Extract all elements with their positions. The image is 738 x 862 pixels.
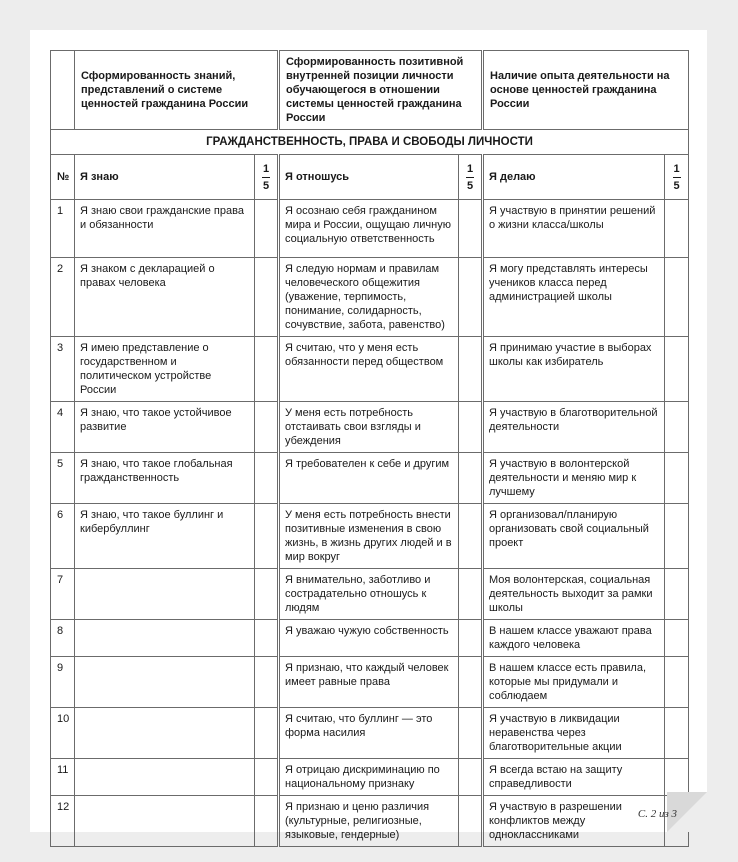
- section-title: ГРАЖДАНСТВЕННОСТЬ, ПРАВА И СВОБОДЫ ЛИЧНОСТИ: [51, 130, 689, 155]
- document-page: [30, 30, 707, 841]
- column-header-row: [51, 155, 689, 200]
- relate-cell: У меня есть потребность отстаивать свои взгляды и убеждения: [279, 402, 459, 453]
- know-header: Я знаю: [75, 155, 255, 200]
- relate-score-cell[interactable]: [459, 453, 483, 504]
- header-attitude: Сформированность позитивной внутренней позиции личности обучающегося в отношении системы ценностей гражданина России: [279, 51, 483, 130]
- know-score-cell[interactable]: [255, 402, 279, 453]
- score-top: 1: [262, 162, 270, 175]
- table-row: [51, 708, 689, 759]
- relate-cell: Я считаю, что буллинг — это форма насилия: [279, 708, 459, 759]
- know-score-cell[interactable]: [255, 796, 279, 847]
- do-score-cell[interactable]: [665, 453, 689, 504]
- score-header-know: [255, 155, 279, 200]
- table-row: [51, 569, 689, 620]
- relate-score-cell[interactable]: [459, 200, 483, 258]
- row-number: 3: [51, 337, 75, 402]
- row-number: 1: [51, 200, 75, 258]
- know-cell: Я знаю, что такое глобальная гражданственность: [75, 453, 255, 504]
- relate-header: Я отношусь: [279, 155, 459, 200]
- row-number: 2: [51, 258, 75, 337]
- know-cell: Я знаю свои гражданские права и обязанности: [75, 200, 255, 258]
- relate-cell: У меня есть потребность внести позитивные изменения в свою жизнь, в жизнь других людей и в мир вокруг: [279, 504, 459, 569]
- score-top: 1: [673, 162, 680, 175]
- do-cell: Я принимаю участие в выборах школы как избиратель: [483, 337, 665, 402]
- know-cell: Я знаю, что такое буллинг и кибербуллинг: [75, 504, 255, 569]
- row-number: 6: [51, 504, 75, 569]
- table-row: [51, 402, 689, 453]
- do-score-cell[interactable]: [665, 402, 689, 453]
- know-cell: [75, 708, 255, 759]
- do-cell: В нашем классе уважают права каждого человека: [483, 620, 665, 657]
- row-number: 5: [51, 453, 75, 504]
- do-score-cell[interactable]: [665, 708, 689, 759]
- know-cell: [75, 657, 255, 708]
- know-score-cell[interactable]: [255, 337, 279, 402]
- do-cell: Я участвую в разрешении конфликтов между одноклассниками: [483, 796, 665, 847]
- row-number: 9: [51, 657, 75, 708]
- relate-score-cell[interactable]: [459, 337, 483, 402]
- header-row: [51, 51, 689, 130]
- relate-cell: Я следую нормам и правилам человеческого общежития (уважение, терпимость, понимание, солидарность, сочувствие, забота, равенство): [279, 258, 459, 337]
- do-cell: Я участвую в ликвидации неравенства через благотворительные акции: [483, 708, 665, 759]
- do-cell: Я организовал/планирую организовать свой социальный проект: [483, 504, 665, 569]
- do-cell: Моя волонтерская, социальная деятельность выходит за рамки школы: [483, 569, 665, 620]
- relate-score-cell[interactable]: [459, 708, 483, 759]
- relate-cell: Я внимательно, заботливо и сострадательно отношусь к людям: [279, 569, 459, 620]
- header-knowledge: Сформированность знаний, представлений о системе ценностей гражданина России: [75, 51, 279, 130]
- score-bottom: 5: [466, 179, 474, 192]
- know-cell: [75, 796, 255, 847]
- do-score-cell[interactable]: [665, 504, 689, 569]
- know-score-cell[interactable]: [255, 759, 279, 796]
- know-score-cell[interactable]: [255, 504, 279, 569]
- table-row: [51, 337, 689, 402]
- row-number: 12: [51, 796, 75, 847]
- table-row: [51, 453, 689, 504]
- do-cell: В нашем классе есть правила, которые мы придумали и соблюдаем: [483, 657, 665, 708]
- table-row: [51, 657, 689, 708]
- do-score-cell[interactable]: [665, 337, 689, 402]
- score-header-relate: [459, 155, 483, 200]
- table-row: [51, 504, 689, 569]
- header-experience: Наличие опыта деятельности на основе ценностей гражданина России: [483, 51, 689, 130]
- table-row: [51, 759, 689, 796]
- do-score-cell[interactable]: [665, 258, 689, 337]
- table-row: [51, 200, 689, 258]
- do-cell: Я участвую в благотворительной деятельности: [483, 402, 665, 453]
- know-score-cell[interactable]: [255, 453, 279, 504]
- relate-score-cell[interactable]: [459, 657, 483, 708]
- relate-cell: Я отрицаю дискриминацию по национальному признаку: [279, 759, 459, 796]
- relate-score-cell[interactable]: [459, 759, 483, 796]
- know-cell: [75, 620, 255, 657]
- header-empty-cell: [51, 51, 75, 130]
- do-cell: Я участвую в принятии решений о жизни класса/школы: [483, 200, 665, 258]
- relate-cell: Я уважаю чужую собственность: [279, 620, 459, 657]
- relate-score-cell[interactable]: [459, 504, 483, 569]
- know-cell: Я знаю, что такое устойчивое развитие: [75, 402, 255, 453]
- relate-score-cell[interactable]: [459, 258, 483, 337]
- values-table: [50, 50, 689, 847]
- know-score-cell[interactable]: [255, 569, 279, 620]
- know-score-cell[interactable]: [255, 258, 279, 337]
- know-score-cell[interactable]: [255, 200, 279, 258]
- row-number: 4: [51, 402, 75, 453]
- do-header: Я делаю: [483, 155, 665, 200]
- relate-score-cell[interactable]: [459, 569, 483, 620]
- row-number: 11: [51, 759, 75, 796]
- relate-cell: Я требователен к себе и другим: [279, 453, 459, 504]
- relate-cell: Я считаю, что у меня есть обязанности перед обществом: [279, 337, 459, 402]
- row-number: 7: [51, 569, 75, 620]
- row-number: 10: [51, 708, 75, 759]
- do-cell: Я участвую в волонтерской деятельности и меняю мир к лучшему: [483, 453, 665, 504]
- score-top: 1: [466, 162, 474, 175]
- do-score-cell[interactable]: [665, 200, 689, 258]
- relate-cell: Я признаю, что каждый человек имеет равные права: [279, 657, 459, 708]
- page-number: С. 2 из 3: [637, 808, 677, 820]
- do-score-cell[interactable]: [665, 620, 689, 657]
- know-cell: Я знаком с декларацией о правах человека: [75, 258, 255, 337]
- do-score-cell[interactable]: [665, 657, 689, 708]
- table-row: [51, 258, 689, 337]
- relate-score-cell[interactable]: [459, 402, 483, 453]
- relate-cell: Я осознаю себя гражданином мира и России, ощущаю личную социальную ответственность: [279, 200, 459, 258]
- know-cell: [75, 759, 255, 796]
- know-score-cell[interactable]: [255, 708, 279, 759]
- know-cell: [75, 569, 255, 620]
- relate-score-cell[interactable]: [459, 620, 483, 657]
- score-bottom: 5: [262, 179, 270, 192]
- know-score-cell[interactable]: [255, 620, 279, 657]
- do-cell: Я могу представлять интересы учеников класса перед администрацией школы: [483, 258, 665, 337]
- score-bottom: 5: [673, 179, 680, 192]
- score-header-do: [665, 155, 689, 200]
- know-score-cell[interactable]: [255, 657, 279, 708]
- do-score-cell[interactable]: [665, 759, 689, 796]
- row-number: 8: [51, 620, 75, 657]
- table-row: [51, 620, 689, 657]
- relate-score-cell[interactable]: [459, 796, 483, 847]
- do-score-cell[interactable]: [665, 569, 689, 620]
- table-row: [51, 796, 689, 847]
- relate-cell: Я признаю и ценю различия (культурные, религиозные, языковые, гендерные): [279, 796, 459, 847]
- section-row: [51, 130, 689, 155]
- do-cell: Я всегда встаю на защиту справедливости: [483, 759, 665, 796]
- know-cell: Я имею представление о государственном и политическом устройстве России: [75, 337, 255, 402]
- num-header: №: [51, 155, 75, 200]
